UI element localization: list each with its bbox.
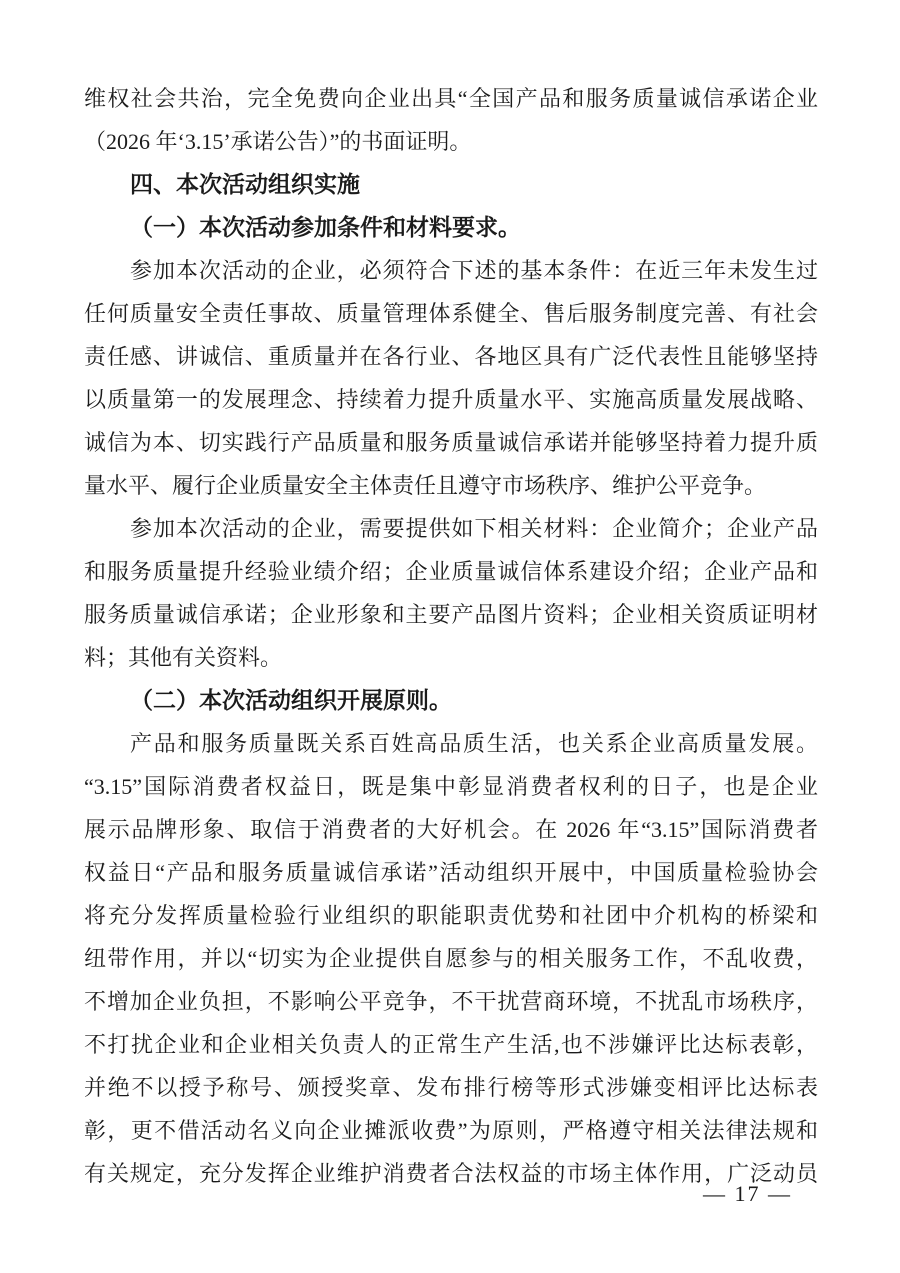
text-line: 参加本次活动的企业，需要提供如下相关材料：企业简介；企业产品 <box>130 516 818 541</box>
text-line: 量水平、履行企业质量安全主体责任且遵守市场秩序、维护公平竞争。 <box>84 473 767 498</box>
subsection-heading: （一）本次活动参加条件和材料要求。 <box>130 215 521 240</box>
text-line: 以质量第一的发展理念、持续着力提升质量水平、实施高质量发展战略、 <box>84 387 818 412</box>
text-line: 任何质量安全责任事故、质量管理体系健全、售后服务制度完善、有社会 <box>84 301 818 326</box>
text-line: 彰，更不借活动名义向企业摊派收费”为原则，严格遵守相关法律法规和 <box>84 1118 818 1143</box>
text-line: 服务质量诚信承诺；企业形象和主要产品图片资料；企业相关资质证明材 <box>84 602 818 627</box>
text-line: 有关规定，充分发挥企业维护消费者合法权益的市场主体作用，广泛动员 <box>84 1161 818 1186</box>
section-heading: 四、本次活动组织实施 <box>130 171 360 197</box>
document-page-body <box>84 77 818 1195</box>
text-line: 并绝不以授予称号、颁授奖章、发布排行榜等形式涉嫌变相评比达标表 <box>84 1075 818 1100</box>
subsection-heading: （二）本次活动组织开展原则。 <box>130 688 452 713</box>
text-line: 维权社会共治，完全免费向企业出具“全国产品和服务质量诚信承诺企业 <box>84 86 818 111</box>
text-line: 纽带作用，并以“切实为企业提供自愿参与的相关服务工作，不乱收费， <box>84 946 818 971</box>
text-line: 不打扰企业和企业相关负责人的正常生产生活,也不涉嫌评比达标表彰， <box>84 1032 818 1057</box>
text-line: 展示品牌形象、取信于消费者的大好机会。在 2026 年“3.15”国际消费者 <box>84 817 818 842</box>
text-line: “3.15”国际消费者权益日，既是集中彰显消费者权利的日子，也是企业 <box>84 774 818 799</box>
page-number: — 17 — <box>703 1181 792 1206</box>
text-line: 和服务质量提升经验业绩介绍；企业质量诚信体系建设介绍；企业产品和 <box>84 559 818 584</box>
text-line: 权益日“产品和服务质量诚信承诺”活动组织开展中，中国质量检验协会 <box>84 860 818 885</box>
text-line: 参加本次活动的企业，必须符合下述的基本条件：在近三年未发生过 <box>130 258 818 283</box>
text-line: 将充分发挥质量检验行业组织的职能职责优势和社团中介机构的桥梁和 <box>84 903 818 928</box>
text-line: 诚信为本、切实践行产品质量和服务质量诚信承诺并能够坚持着力提升质 <box>84 430 818 455</box>
text-line: （2026 年‘3.15’承诺公告）”的书面证明。 <box>84 129 472 154</box>
text-line: 产品和服务质量既关系百姓高品质生活，也关系企业高质量发展。 <box>130 731 818 756</box>
text-line: 责任感、讲诚信、重质量并在各行业、各地区具有广泛代表性且能够坚持 <box>84 344 818 369</box>
text-line: 料；其他有关资料。 <box>84 645 283 670</box>
text-line: 不增加企业负担，不影响公平竞争，不干扰营商环境，不扰乱市场秩序， <box>84 989 818 1014</box>
